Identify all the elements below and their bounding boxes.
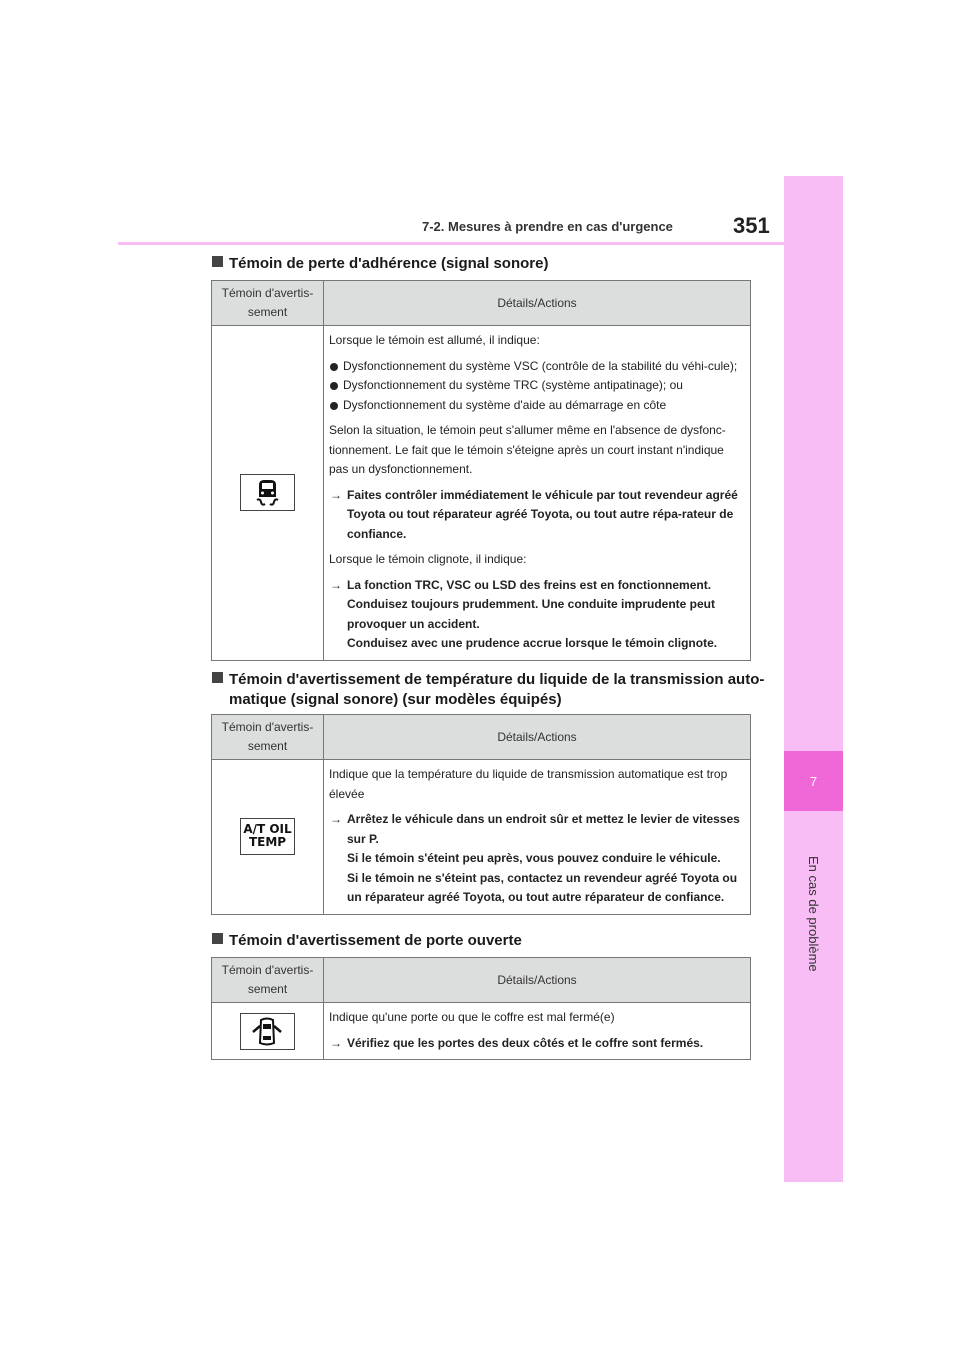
table-row — [212, 760, 751, 915]
page-number: 351 — [733, 213, 770, 238]
table-row — [212, 326, 751, 661]
chapter-title: En cas de problème — [806, 855, 821, 972]
list-item: Dysfonctionnement du système TRC (système antipatinage); ou — [329, 376, 744, 396]
list-item: Dysfonctionnement du système d'aide au démarrage en côte — [329, 396, 744, 416]
chapter-number: 7 — [809, 773, 818, 789]
details-cell: Indique qu'une porte ou que le coffre est mal fermé(e) → Vérifiez que les portes des deux côtés et le coffre sont fermés. — [324, 1003, 751, 1060]
col-header-warning-light: Témoin d'avertis- sement — [212, 281, 324, 326]
door-open-icon — [240, 1013, 295, 1050]
col-header-warning-light: Témoin d'avertis- sement — [212, 715, 324, 760]
action-item: → Vérifiez que les portes des deux côtés et le coffre sont fermés. — [329, 1034, 744, 1054]
warning-table-at-oil — [211, 714, 751, 915]
at-oil-temp-icon: A/T OIL TEMP — [240, 818, 295, 855]
header-section-title: 7-2. Mesures à prendre en cas d'urgence — [422, 219, 673, 234]
section-heading-door: Témoin d'avertissement de porte ouverte — [212, 931, 522, 951]
details-cell: Indique que la température du liquide de transmission automatique est trop élevée → Arrêtez le véhicule dans un endroit sûr et mettez le levier de vitesses sur P. Si le témoin s'éteint peu après, vous pouvez conduire le véhicule. Si le témoin ne s'éteint pas, contactez un revendeur agréé Toyota ou un réparateur agréé Toyota, ou tout autre réparateur de confiance. — [324, 760, 751, 915]
slip-indicator-icon — [240, 474, 295, 511]
warning-table-door — [211, 957, 751, 1060]
icon-cell — [212, 1003, 324, 1060]
col-header-details: Détails/Actions — [324, 715, 751, 760]
table-header-row — [212, 715, 751, 760]
col-header-warning-light: Témoin d'avertis- sement — [212, 958, 324, 1003]
section-heading-slip: Témoin de perte d'adhérence (signal sonore) — [212, 254, 548, 274]
bullet-dot-icon — [330, 363, 338, 371]
heading-square-icon — [212, 933, 223, 944]
list-item: Dysfonctionnement du système VSC (contrôle de la stabilité du véhi-cule); — [329, 357, 744, 377]
col-header-details: Détails/Actions — [324, 281, 751, 326]
chapter-side-tab — [784, 176, 843, 1182]
details-cell: Lorsque le témoin est allumé, il indique: Dysfonctionnement du système VSC (contrôle de la stabilité du véhi-cule); Dysfonctionnement du système TRC (système antipatinage); ou Dysfonctionnement du système d'aide au démarrage en côte Selon la situation, le témoin peut s'allumer même en l'absence de dysfonc-tionnement. Le fait que le témoin s'éteigne après un court instant n'indique pas un dysfonctionnement. → Faites contrôler immédiatement le véhicule par tout revendeur agréé Toyota ou tout réparateur agréé Toyota, ou tout autre répa-rateur de confiance. Lorsque le témoin clignote, il indique: → La fonction TRC, VSC ou LSD des freins est en fonctionnement. Conduisez toujours prudemment. Une conduite imprudente peut provoquer un accident. Conduisez avec une prudence accrue lorsque le témoin clignote. — [324, 326, 751, 661]
heading-square-icon — [212, 672, 223, 683]
icon-cell — [212, 760, 324, 915]
table-header-row — [212, 958, 751, 1003]
action-item: → Faites contrôler immédiatement le véhicule par tout revendeur agréé Toyota ou tout réparateur agréé Toyota, ou tout autre répa-rateur de confiance. — [330, 487, 738, 541]
heading-square-icon — [212, 256, 223, 267]
arrow-right-icon: → — [330, 1035, 342, 1050]
arrow-right-icon: → — [330, 577, 342, 592]
arrow-right-icon: → — [330, 487, 342, 502]
bullet-dot-icon — [330, 382, 338, 390]
action-item: → Arrêtez le véhicule dans un endroit sûr et mettez le levier de vitesses sur P. Si le témoin s'éteint peu après, vous pouvez conduire le véhicule. Si le témoin ne s'éteint pas, contactez un revendeur agréé Toyota ou un réparateur agréé Toyota, ou tout autre réparateur de confiance. — [330, 812, 740, 904]
icon-cell — [212, 326, 324, 661]
section-heading-at-oil: Témoin d'avertissement de température du liquide de la transmission auto- matique (signal sonore) (sur modèles équipés) — [212, 670, 764, 710]
col-header-details: Détails/Actions — [324, 958, 751, 1003]
table-row — [212, 1003, 751, 1060]
bullet-dot-icon — [330, 402, 338, 410]
chapter-number-block — [784, 751, 843, 811]
arrow-right-icon: → — [330, 812, 342, 826]
warning-table-slip — [211, 280, 751, 661]
action-item: → La fonction TRC, VSC ou LSD des freins est en fonctionnement. Conduisez toujours prudemment. Une conduite imprudente peut provoquer un accident. Conduisez avec une prudence accrue lorsque le témoin clignote. — [330, 577, 718, 650]
table-header-row — [212, 281, 751, 326]
chapter-title-block — [784, 821, 843, 1006]
header-rule — [118, 242, 784, 245]
